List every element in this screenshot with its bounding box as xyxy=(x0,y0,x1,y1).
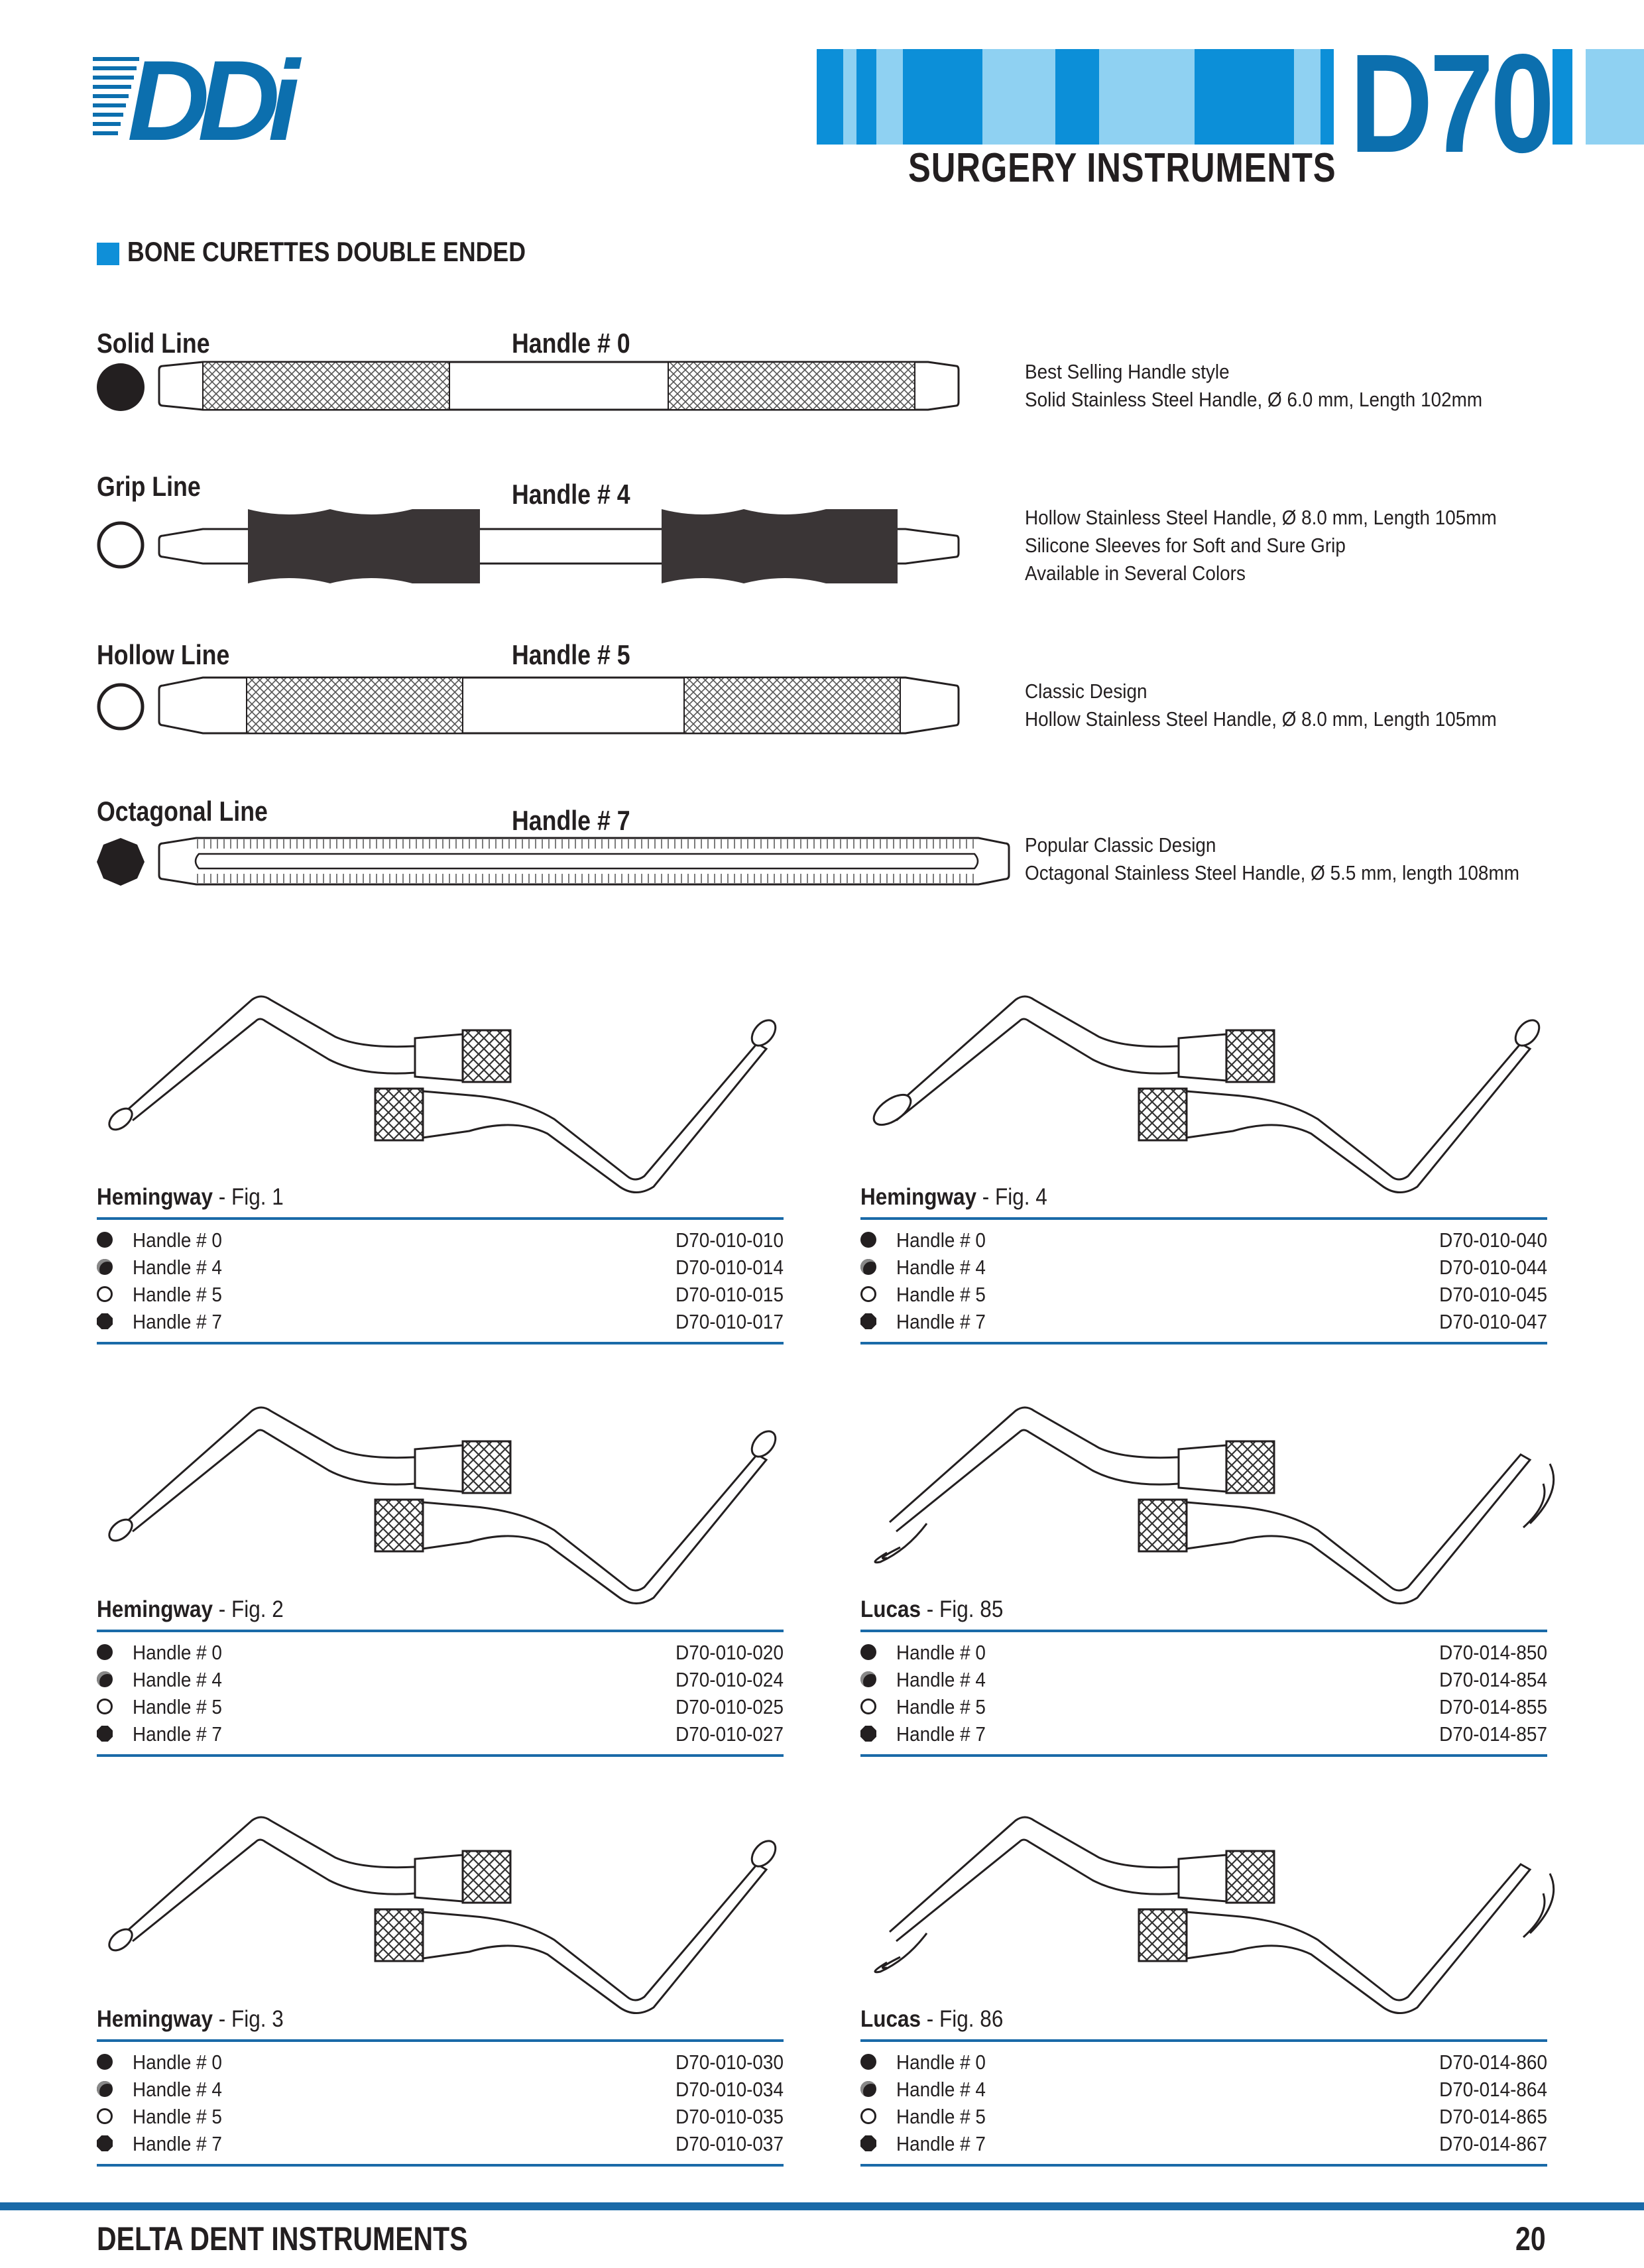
filled-octagon-icon xyxy=(97,1313,113,1329)
product-code: D70-010-044 xyxy=(1439,1256,1547,1279)
filled-circle-icon xyxy=(97,1232,113,1248)
list-item xyxy=(860,1254,1547,1281)
instrument-drawing xyxy=(97,1391,793,1613)
list-item xyxy=(97,1308,784,1335)
section-title: BONE CURETTES DOUBLE ENDED xyxy=(127,236,526,267)
product-code: D70-010-024 xyxy=(675,1668,784,1691)
solid-handle-drawing xyxy=(156,358,961,414)
product-code: D70-010-020 xyxy=(675,1641,784,1664)
divider xyxy=(860,2164,1547,2167)
product-code: D70-014-850 xyxy=(1439,1641,1547,1664)
product-figure: - Fig. 86 xyxy=(921,2006,1004,2032)
divider xyxy=(860,1342,1547,1344)
divider xyxy=(97,1630,784,1632)
list-item xyxy=(860,2103,1547,2130)
list-item xyxy=(860,1226,1547,1254)
product-figure: - Fig. 4 xyxy=(976,1184,1047,1210)
product-name: Lucas xyxy=(860,2006,921,2032)
product-code: D70-010-030 xyxy=(675,2051,784,2074)
instrument-drawing xyxy=(860,980,1556,1202)
handle-label: Handle # 5 xyxy=(133,1695,222,1718)
product-code: D70-010-017 xyxy=(675,1310,784,1333)
list-item xyxy=(860,1720,1547,1748)
product-code-list xyxy=(860,2049,1547,2160)
handle-label: Handle # 7 xyxy=(896,1722,986,1746)
handle-label: Handle # 5 xyxy=(133,1283,222,1306)
handle-description: Popular Classic Design Octagonal Stainless Steel Handle, Ø 5.5 mm, length 108mm xyxy=(1025,833,1519,884)
grip-handle-drawing xyxy=(156,504,961,589)
handle-label: Handle # 7 xyxy=(133,1310,222,1333)
product-code-list xyxy=(97,2049,784,2160)
product-name: Hemingway xyxy=(97,1184,213,1210)
list-item xyxy=(97,1254,784,1281)
hollow-handle-drawing xyxy=(156,672,961,739)
handle-number: Handle # 0 xyxy=(512,328,630,359)
filled-octagon-icon xyxy=(860,1726,876,1742)
divider xyxy=(97,2164,784,2167)
product-code: D70-010-025 xyxy=(675,1695,784,1718)
filled-circle-icon xyxy=(97,1644,113,1660)
filled-octagon-icon xyxy=(95,837,146,887)
open-circle-icon xyxy=(860,2108,876,2124)
product-figure: - Fig. 1 xyxy=(213,1184,284,1210)
product-name: Hemingway xyxy=(97,1596,213,1622)
list-item xyxy=(860,1666,1547,1693)
filled-octagon-icon xyxy=(97,2135,113,2151)
product-code: D70-014-867 xyxy=(1439,2132,1547,2155)
product-code: D70-014-857 xyxy=(1439,1722,1547,1746)
product-name: Hemingway xyxy=(860,1184,977,1210)
list-item xyxy=(97,1720,784,1748)
product-code-list xyxy=(860,1639,1547,1750)
open-circle-icon xyxy=(95,682,146,732)
list-item xyxy=(97,2103,784,2130)
divider xyxy=(860,1754,1547,1757)
list-item xyxy=(860,1308,1547,1335)
list-item xyxy=(860,2049,1547,2076)
product-code: D70-010-047 xyxy=(1439,1310,1547,1333)
divider xyxy=(97,1217,784,1220)
page-number: 20 xyxy=(1515,2220,1546,2257)
list-item xyxy=(97,1281,784,1308)
product-code: D70-010-027 xyxy=(675,1722,784,1746)
grip-circle-icon xyxy=(860,1671,876,1687)
grip-circle-icon xyxy=(860,1259,876,1275)
product-title xyxy=(860,1184,1047,1211)
product-figure: - Fig. 85 xyxy=(921,1596,1004,1622)
product-title xyxy=(860,2006,1003,2033)
handle-label: Handle # 7 xyxy=(896,2132,986,2155)
open-circle-icon xyxy=(97,1286,113,1302)
section-marker-square xyxy=(97,243,119,265)
handle-label: Handle # 4 xyxy=(896,2078,986,2101)
handle-number: Handle # 7 xyxy=(512,805,630,836)
footer-bar xyxy=(0,2202,1644,2210)
filled-octagon-icon xyxy=(97,1726,113,1742)
divider xyxy=(97,2039,784,2042)
list-item xyxy=(97,1639,784,1666)
list-item xyxy=(860,1281,1547,1308)
filled-circle-icon xyxy=(860,1644,876,1660)
filled-octagon-icon xyxy=(860,1313,876,1329)
instrument-drawing xyxy=(97,1801,793,2023)
grip-circle-icon xyxy=(97,1259,113,1275)
handle-label: Handle # 4 xyxy=(133,1668,222,1691)
filled-circle-icon xyxy=(95,362,146,412)
handle-label: Handle # 7 xyxy=(133,2132,222,2155)
open-circle-icon xyxy=(95,520,146,570)
product-code: D70-010-045 xyxy=(1439,1283,1547,1306)
footer-company: DELTA DENT INSTRUMENTS xyxy=(97,2220,468,2257)
handle-label: Handle # 5 xyxy=(896,1695,986,1718)
filled-circle-icon xyxy=(860,2054,876,2070)
instrument-drawing xyxy=(860,1391,1556,1613)
divider xyxy=(860,1217,1547,1220)
product-code: D70-014-855 xyxy=(1439,1695,1547,1718)
handle-line-name: Hollow Line xyxy=(97,639,230,670)
handle-label: Handle # 0 xyxy=(896,2051,986,2074)
handle-label: Handle # 0 xyxy=(896,1641,986,1664)
handle-label: Handle # 0 xyxy=(133,2051,222,2074)
filled-circle-icon xyxy=(97,2054,113,2070)
handle-label: Handle # 4 xyxy=(896,1256,986,1279)
product-code: D70-014-865 xyxy=(1439,2105,1547,2128)
handle-line-name: Solid Line xyxy=(97,328,210,359)
divider xyxy=(860,1630,1547,1632)
product-code: D70-010-014 xyxy=(675,1256,784,1279)
product-title xyxy=(97,1184,284,1211)
filled-circle-icon xyxy=(860,1232,876,1248)
instrument-drawing xyxy=(860,1801,1556,2023)
octagonal-handle-drawing xyxy=(156,835,1012,887)
catalog-code: D70 xyxy=(1350,25,1552,182)
handle-number: Handle # 4 xyxy=(512,479,630,510)
list-item xyxy=(97,2076,784,2103)
divider xyxy=(97,1342,784,1344)
product-code: D70-010-040 xyxy=(1439,1228,1547,1252)
handle-label: Handle # 4 xyxy=(133,1256,222,1279)
product-code: D70-010-034 xyxy=(675,2078,784,2101)
product-code: D70-010-010 xyxy=(675,1228,784,1252)
handle-label: Handle # 5 xyxy=(133,2105,222,2128)
instrument-drawing xyxy=(97,980,793,1202)
divider xyxy=(97,1754,784,1757)
open-circle-icon xyxy=(860,1699,876,1714)
list-item xyxy=(860,1693,1547,1720)
handle-line-name: Grip Line xyxy=(97,471,201,502)
list-item xyxy=(860,1639,1547,1666)
product-name: Lucas xyxy=(860,1596,921,1622)
filled-octagon-icon xyxy=(860,2135,876,2151)
handle-label: Handle # 7 xyxy=(133,1722,222,1746)
grip-circle-icon xyxy=(97,1671,113,1687)
handle-label: Handle # 7 xyxy=(896,1310,986,1333)
list-item xyxy=(860,2076,1547,2103)
list-item xyxy=(97,1226,784,1254)
handle-label: Handle # 4 xyxy=(896,1668,986,1691)
handle-label: Handle # 5 xyxy=(896,1283,986,1306)
handle-description: Classic Design Hollow Stainless Steel Handle, Ø 8.0 mm, Length 105mm xyxy=(1025,680,1497,731)
list-item xyxy=(860,2130,1547,2157)
product-code: D70-010-037 xyxy=(675,2132,784,2155)
handle-description: Best Selling Handle style Solid Stainless Steel Handle, Ø 6.0 mm, Length 102mm xyxy=(1025,360,1483,411)
product-code-list xyxy=(97,1226,784,1338)
product-title xyxy=(97,1596,284,1623)
handle-number: Handle # 5 xyxy=(512,639,630,670)
handle-label: Handle # 0 xyxy=(133,1228,222,1252)
open-circle-icon xyxy=(97,2108,113,2124)
product-code: D70-014-860 xyxy=(1439,2051,1547,2074)
product-code: D70-014-854 xyxy=(1439,1668,1547,1691)
grip-circle-icon xyxy=(97,2081,113,2097)
open-circle-icon xyxy=(97,1699,113,1714)
handle-label: Handle # 4 xyxy=(133,2078,222,2101)
product-figure: - Fig. 3 xyxy=(213,2006,284,2032)
list-item xyxy=(97,1693,784,1720)
product-code-list xyxy=(97,1639,784,1750)
catalog-title: SURGERY INSTRUMENTS xyxy=(908,145,1336,191)
ddi-logo xyxy=(93,44,351,150)
list-item xyxy=(97,2049,784,2076)
product-title xyxy=(97,2006,284,2033)
handle-line-name: Octagonal Line xyxy=(97,796,268,827)
product-title xyxy=(860,1596,1003,1623)
list-item xyxy=(97,1666,784,1693)
handle-label: Handle # 5 xyxy=(896,2105,986,2128)
list-item xyxy=(97,2130,784,2157)
product-name: Hemingway xyxy=(97,2006,213,2032)
product-code: D70-010-035 xyxy=(675,2105,784,2128)
handle-label: Handle # 0 xyxy=(896,1228,986,1252)
logo-text: DDi xyxy=(127,44,288,150)
product-code-list xyxy=(860,1226,1547,1338)
handle-label: Handle # 0 xyxy=(133,1641,222,1664)
product-code: D70-010-015 xyxy=(675,1283,784,1306)
grip-circle-icon xyxy=(860,2081,876,2097)
handle-description: Hollow Stainless Steel Handle, Ø 8.0 mm, Length 105mm Silicone Sleeves for Soft and Sure Grip Available in Several Colors xyxy=(1025,506,1497,585)
product-figure: - Fig. 2 xyxy=(213,1596,284,1622)
open-circle-icon xyxy=(860,1286,876,1302)
divider xyxy=(860,2039,1547,2042)
product-code: D70-014-864 xyxy=(1439,2078,1547,2101)
